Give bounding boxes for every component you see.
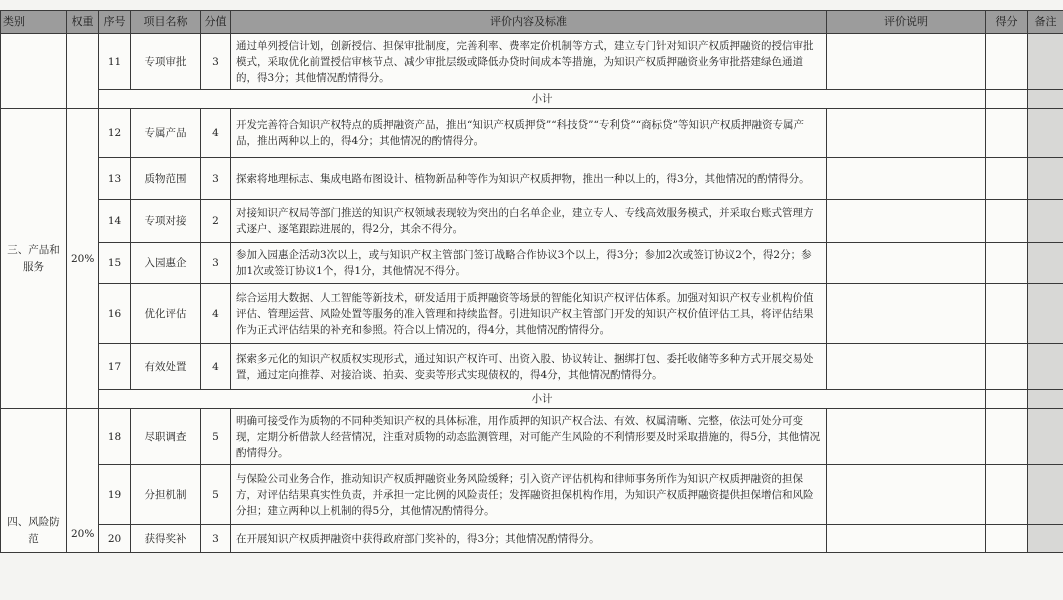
header-row [1,11,1063,34]
header-got: 得分 [986,11,1028,34]
subtotal-remark [1028,390,1063,409]
row-remark [1028,525,1063,553]
row-item: 有效处置 [131,344,201,390]
subtotal-remark [1028,90,1063,109]
row-got [986,109,1028,158]
subtotal-row [1,90,1063,109]
subtotal-got [986,90,1028,109]
row-explain [827,243,986,284]
row-score: 5 [201,409,231,465]
row-item: 分担机制 [131,465,201,525]
row-content: 探索多元化的知识产权质权实现形式，通过知识产权许可、出资入股、协议转让、捆绑打包、委托收储等多种方式开展交易处置，通过定向推荐、对接洽谈、拍卖、变卖等形式实现债权的，得4分，其他情况酌情得分。 [231,344,827,390]
row-no: 17 [99,344,131,390]
category-cell-prev [1,34,67,109]
row-got [986,34,1028,90]
table-row [1,158,1063,200]
row-content: 与保险公司业务合作，推动知识产权质押融资业务风险缓释；引入资产评估机构和律师事务所作为知识产权质押融资的担保方，对评估结果真实性负责，并承担一定比例的风险责任；发挥融资担保机构作用，为知识产权质押融资提供担保增信和风险分担；建立两种以上机制的得5分，其他情况酌情得分。 [231,465,827,525]
row-remark [1028,409,1063,465]
header-score: 分值 [201,11,231,34]
weight-cell-prev [67,34,99,109]
row-item: 优化评估 [131,284,201,344]
row-remark [1028,34,1063,90]
row-item: 尽职调查 [131,409,201,465]
row-remark [1028,344,1063,390]
header-weight: 权重 [67,11,99,34]
evaluation-table [0,10,1063,553]
row-content: 参加入园惠企活动3次以上，或与知识产权主管部门签订战略合作协议3个以上，得3分；参加2次或签订协议2个，得2分；参加1次或签订协议1个，得1分，其他情况不得分。 [231,243,827,284]
row-remark [1028,284,1063,344]
subtotal-label: 小计 [99,390,986,409]
section-name: 四、风险防范 [1,409,67,553]
table-row [1,34,1063,90]
header-remark: 备注 [1028,11,1063,34]
section-weight: 20% [67,409,99,553]
row-no: 18 [99,409,131,465]
header-no: 序号 [99,11,131,34]
row-remark [1028,200,1063,243]
row-explain [827,465,986,525]
row-no: 20 [99,525,131,553]
row-no: 19 [99,465,131,525]
row-score: 4 [201,284,231,344]
row-item: 专项对接 [131,200,201,243]
row-got [986,284,1028,344]
section-name: 三、产品和服务 [1,109,67,409]
row-explain [827,34,986,90]
header-criteria: 评价内容及标准 [231,11,827,34]
row-score: 3 [201,34,231,90]
row-content: 明确可接受作为质物的不同种类知识产权的具体标准，用作质押的知识产权合法、有效、权属清晰、完整，依法可处分可变现，定期分析借款人经营情况，注重对质物的动态监测管理，对可能产生风险的不利情形要及时采取措施的，得5分，其他情况酌情得分。 [231,409,827,465]
table-row [1,409,1063,465]
row-no: 13 [99,158,131,200]
row-got [986,200,1028,243]
row-score: 4 [201,109,231,158]
row-explain [827,344,986,390]
header-explain: 评价说明 [827,11,986,34]
table-row [1,109,1063,158]
row-no: 16 [99,284,131,344]
row-item: 质物范围 [131,158,201,200]
row-remark [1028,465,1063,525]
row-content: 探索将地理标志、集成电路布图设计、植物新品种等作为知识产权质押物，推出一种以上的，得3分，其他情况的酌情得分。 [231,158,827,200]
row-remark [1028,109,1063,158]
row-explain [827,284,986,344]
row-got [986,409,1028,465]
row-explain [827,158,986,200]
section-weight: 20% [67,109,99,409]
row-remark [1028,243,1063,284]
row-score: 3 [201,158,231,200]
row-item: 获得奖补 [131,525,201,553]
row-no: 15 [99,243,131,284]
row-got [986,465,1028,525]
table-row [1,525,1063,553]
subtotal-row [1,390,1063,409]
row-explain [827,525,986,553]
row-score: 4 [201,344,231,390]
table-row [1,200,1063,243]
row-explain [827,109,986,158]
row-content: 在开展知识产权质押融资中获得政府部门奖补的，得3分；其他情况酌情得分。 [231,525,827,553]
subtotal-got [986,390,1028,409]
row-content: 综合运用大数据、人工智能等新技术，研发适用于质押融资等场景的智能化知识产权评估体系。加强对知识产权专业机构价值评估、管理运营、风险处置等服务的准入管理和持续监督。引进知识产权主管部门开发的知识产权价值评估工具，将评估结果作为正式评估结果的补充和参照。符合以上情况的，得4分，其他情况酌情得分。 [231,284,827,344]
row-score: 3 [201,243,231,284]
row-remark [1028,158,1063,200]
row-no: 11 [99,34,131,90]
header-item: 项目名称 [131,11,201,34]
row-score: 5 [201,465,231,525]
table-row [1,284,1063,344]
row-got [986,158,1028,200]
row-got [986,243,1028,284]
row-explain [827,409,986,465]
row-no: 12 [99,109,131,158]
table-row [1,243,1063,284]
header-category: 类别 [1,11,67,34]
row-explain [827,200,986,243]
row-got [986,344,1028,390]
row-content: 开发完善符合知识产权特点的质押融资产品，推出“知识产权质押贷”“科技贷”“专利贷”“商标贷”等知识产权质押融资专属产品，推出两种以上的，得4分；其他情况的酌情得分。 [231,109,827,158]
table-row [1,344,1063,390]
row-content: 通过单列授信计划，创新授信、担保审批制度，完善利率、费率定价机制等方式，建立专门针对知识产权质押融资的授信审批模式，采取优化前置授信审核节点、减少审批层级或降低办贷时间成本等措施，为知识产权质押融资业务审批搭建绿色通道的，得3分；其他情况酌情得分。 [231,34,827,90]
row-no: 14 [99,200,131,243]
subtotal-label: 小计 [99,90,986,109]
row-item: 专项审批 [131,34,201,90]
row-got [986,525,1028,553]
row-item: 入园惠企 [131,243,201,284]
table-row [1,465,1063,525]
row-score: 2 [201,200,231,243]
row-content: 对接知识产权局等部门推送的知识产权领域表现较为突出的白名单企业，建立专人、专线高效服务模式，并采取台账式管理方式逐户、逐笔跟踪进展的，得2分，其余不得分。 [231,200,827,243]
row-score: 3 [201,525,231,553]
row-item: 专属产品 [131,109,201,158]
